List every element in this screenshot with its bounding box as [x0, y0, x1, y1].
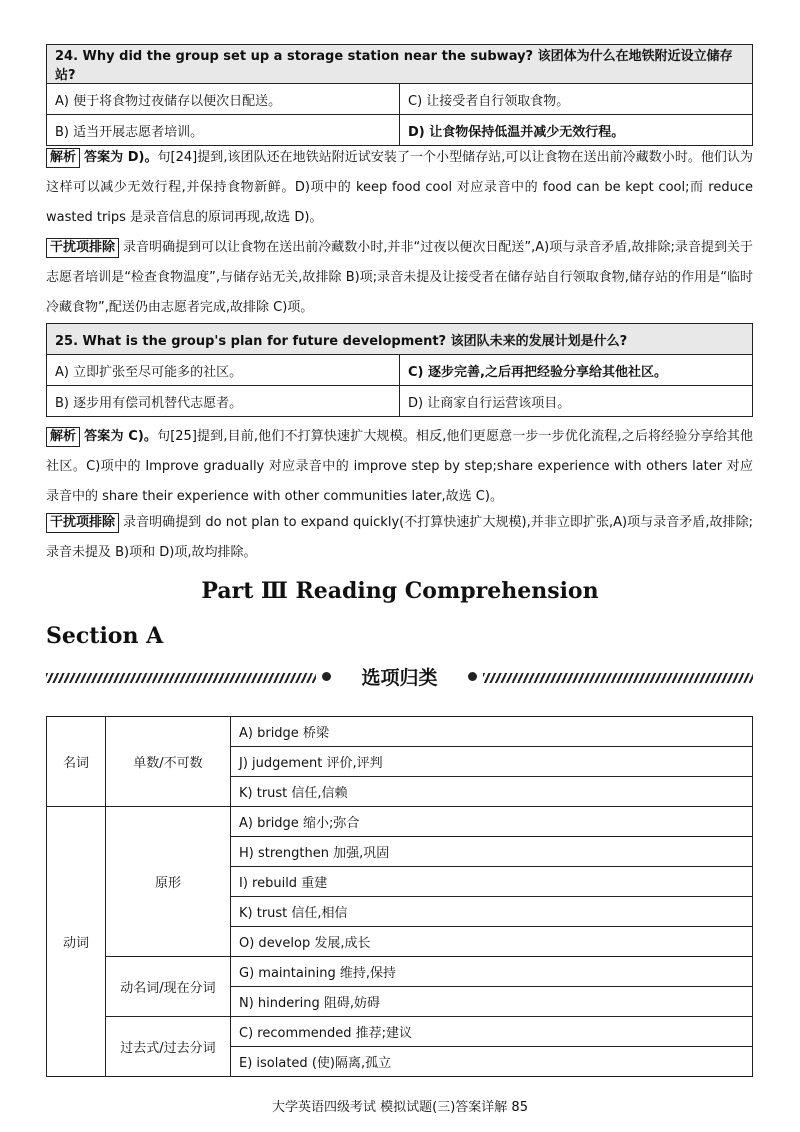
analysis-text: 句[25]提到,目前,他们不打算快速扩大规模。相反,他们更愿意一步一步优化流程,之后将经验分享给其他社区。C)项中的 Improve gradually 对应录音中的 improve step by step;share experience with others later 对应录音中的 share their experience with other communities later,故选 C)。	[46, 429, 754, 504]
distractor-text: 录音明确提到可以让食物在送出前冷藏数小时,并非“过夜以便次日配送”,A)项与录音矛盾,故排除;录音提到关于志愿者培训是“检查食物温度”,与储存站无关,故排除 B)项;录音未提及让接受者在储存站自行领取食物,储存站的作用是“临时冷藏食物”,配送仍由志愿者完成,故排除 C)项。	[46, 240, 753, 315]
bullet-dot-right	[468, 672, 477, 681]
category-verb: 动词	[47, 807, 106, 1077]
subcategory-gerund: 动名词/现在分词	[106, 957, 231, 1017]
analysis-text: 句[24]提到,该团队还在地铁站附近试安装了一个小型储存站,可以让食物在送出前冷藏数小时。他们认为这样可以减少无效行程,并保持食物新鲜。D)项中的 keep food cool 对应录音中的 food can be kept cool;而 reduce wasted trips 是录音信息的原词再现,故选 D)。	[46, 150, 753, 225]
answer: 答案为 C)。	[84, 429, 158, 444]
vocab-item: K) trust 信任,相信	[231, 897, 753, 927]
distractor-tag: 干扰项排除	[46, 238, 119, 258]
vocab-item: C) recommended 推荐;建议	[231, 1017, 753, 1047]
vocab-item: N) hindering 阻碍,妨碍	[231, 987, 753, 1017]
option-d-correct: D) 让食物保持低温并减少无效行程。	[400, 115, 753, 146]
q25-distractor	[46, 508, 753, 568]
option-d: D) 让商家自行运营该项目。	[400, 386, 753, 417]
subcategory-noun: 单数/不可数	[106, 717, 231, 807]
section-title: Section A	[46, 623, 164, 649]
subcategory-base-form: 原形	[106, 807, 231, 957]
option-c-correct: C) 逐步完善,之后再把经验分享给其他社区。	[400, 355, 753, 386]
vocab-item: G) maintaining 维持,保持	[231, 957, 753, 987]
answer: 答案为 D)。	[84, 150, 158, 165]
q25-analysis	[46, 422, 753, 512]
vocab-item: H) strengthen 加强,巩固	[231, 837, 753, 867]
question-25-stem: 25. What is the group's plan for future development? 该团队未来的发展计划是什么?	[47, 324, 753, 355]
option-a: A) 便于将食物过夜储存以便次日配送。	[47, 84, 400, 115]
vocab-item: A) bridge 桥梁	[231, 717, 753, 747]
question-24-table	[46, 44, 753, 146]
hatch-decoration-right	[483, 673, 753, 683]
vocabulary-table	[46, 716, 753, 1077]
q24-analysis	[46, 143, 753, 233]
option-b: B) 适当开展志愿者培训。	[47, 115, 400, 146]
analysis-tag: 解析	[46, 427, 80, 447]
vocab-item: K) trust 信任,信赖	[231, 777, 753, 807]
option-c: C) 让接受者自行领取食物。	[400, 84, 753, 115]
banner-title: 选项归类	[361, 667, 438, 689]
distractor-text: 录音明确提到 do not plan to expand quickly(不打算快速扩大规模),并非立即扩张,A)项与录音矛盾,故排除;录音未提及 B)项和 D)项,故均排除。	[46, 515, 753, 560]
question-25-table	[46, 323, 753, 417]
page-footer: 大学英语四级考试 模拟试题(三)答案详解 85	[272, 1100, 528, 1115]
vocab-item: E) isolated (使)隔离,孤立	[231, 1047, 753, 1077]
subcategory-past-participle: 过去式/过去分词	[106, 1017, 231, 1077]
question-24-stem: 24. Why did the group set up a storage station near the subway? 该团体为什么在地铁附近设立储存站?	[47, 45, 753, 84]
vocab-item: A) bridge 缩小;弥合	[231, 807, 753, 837]
vocab-item: J) judgement 评价,评判	[231, 747, 753, 777]
vocab-item: O) develop 发展,成长	[231, 927, 753, 957]
q24-distractor	[46, 233, 753, 323]
option-a: A) 立即扩张至尽可能多的社区。	[47, 355, 400, 386]
category-noun: 名词	[47, 717, 106, 807]
vocab-item: I) rebuild 重建	[231, 867, 753, 897]
distractor-tag: 干扰项排除	[46, 513, 119, 533]
option-b: B) 逐步用有偿司机替代志愿者。	[47, 386, 400, 417]
analysis-tag: 解析	[46, 148, 80, 168]
section-banner	[46, 664, 753, 692]
part-title: Part Ⅲ Reading Comprehension	[201, 578, 599, 604]
